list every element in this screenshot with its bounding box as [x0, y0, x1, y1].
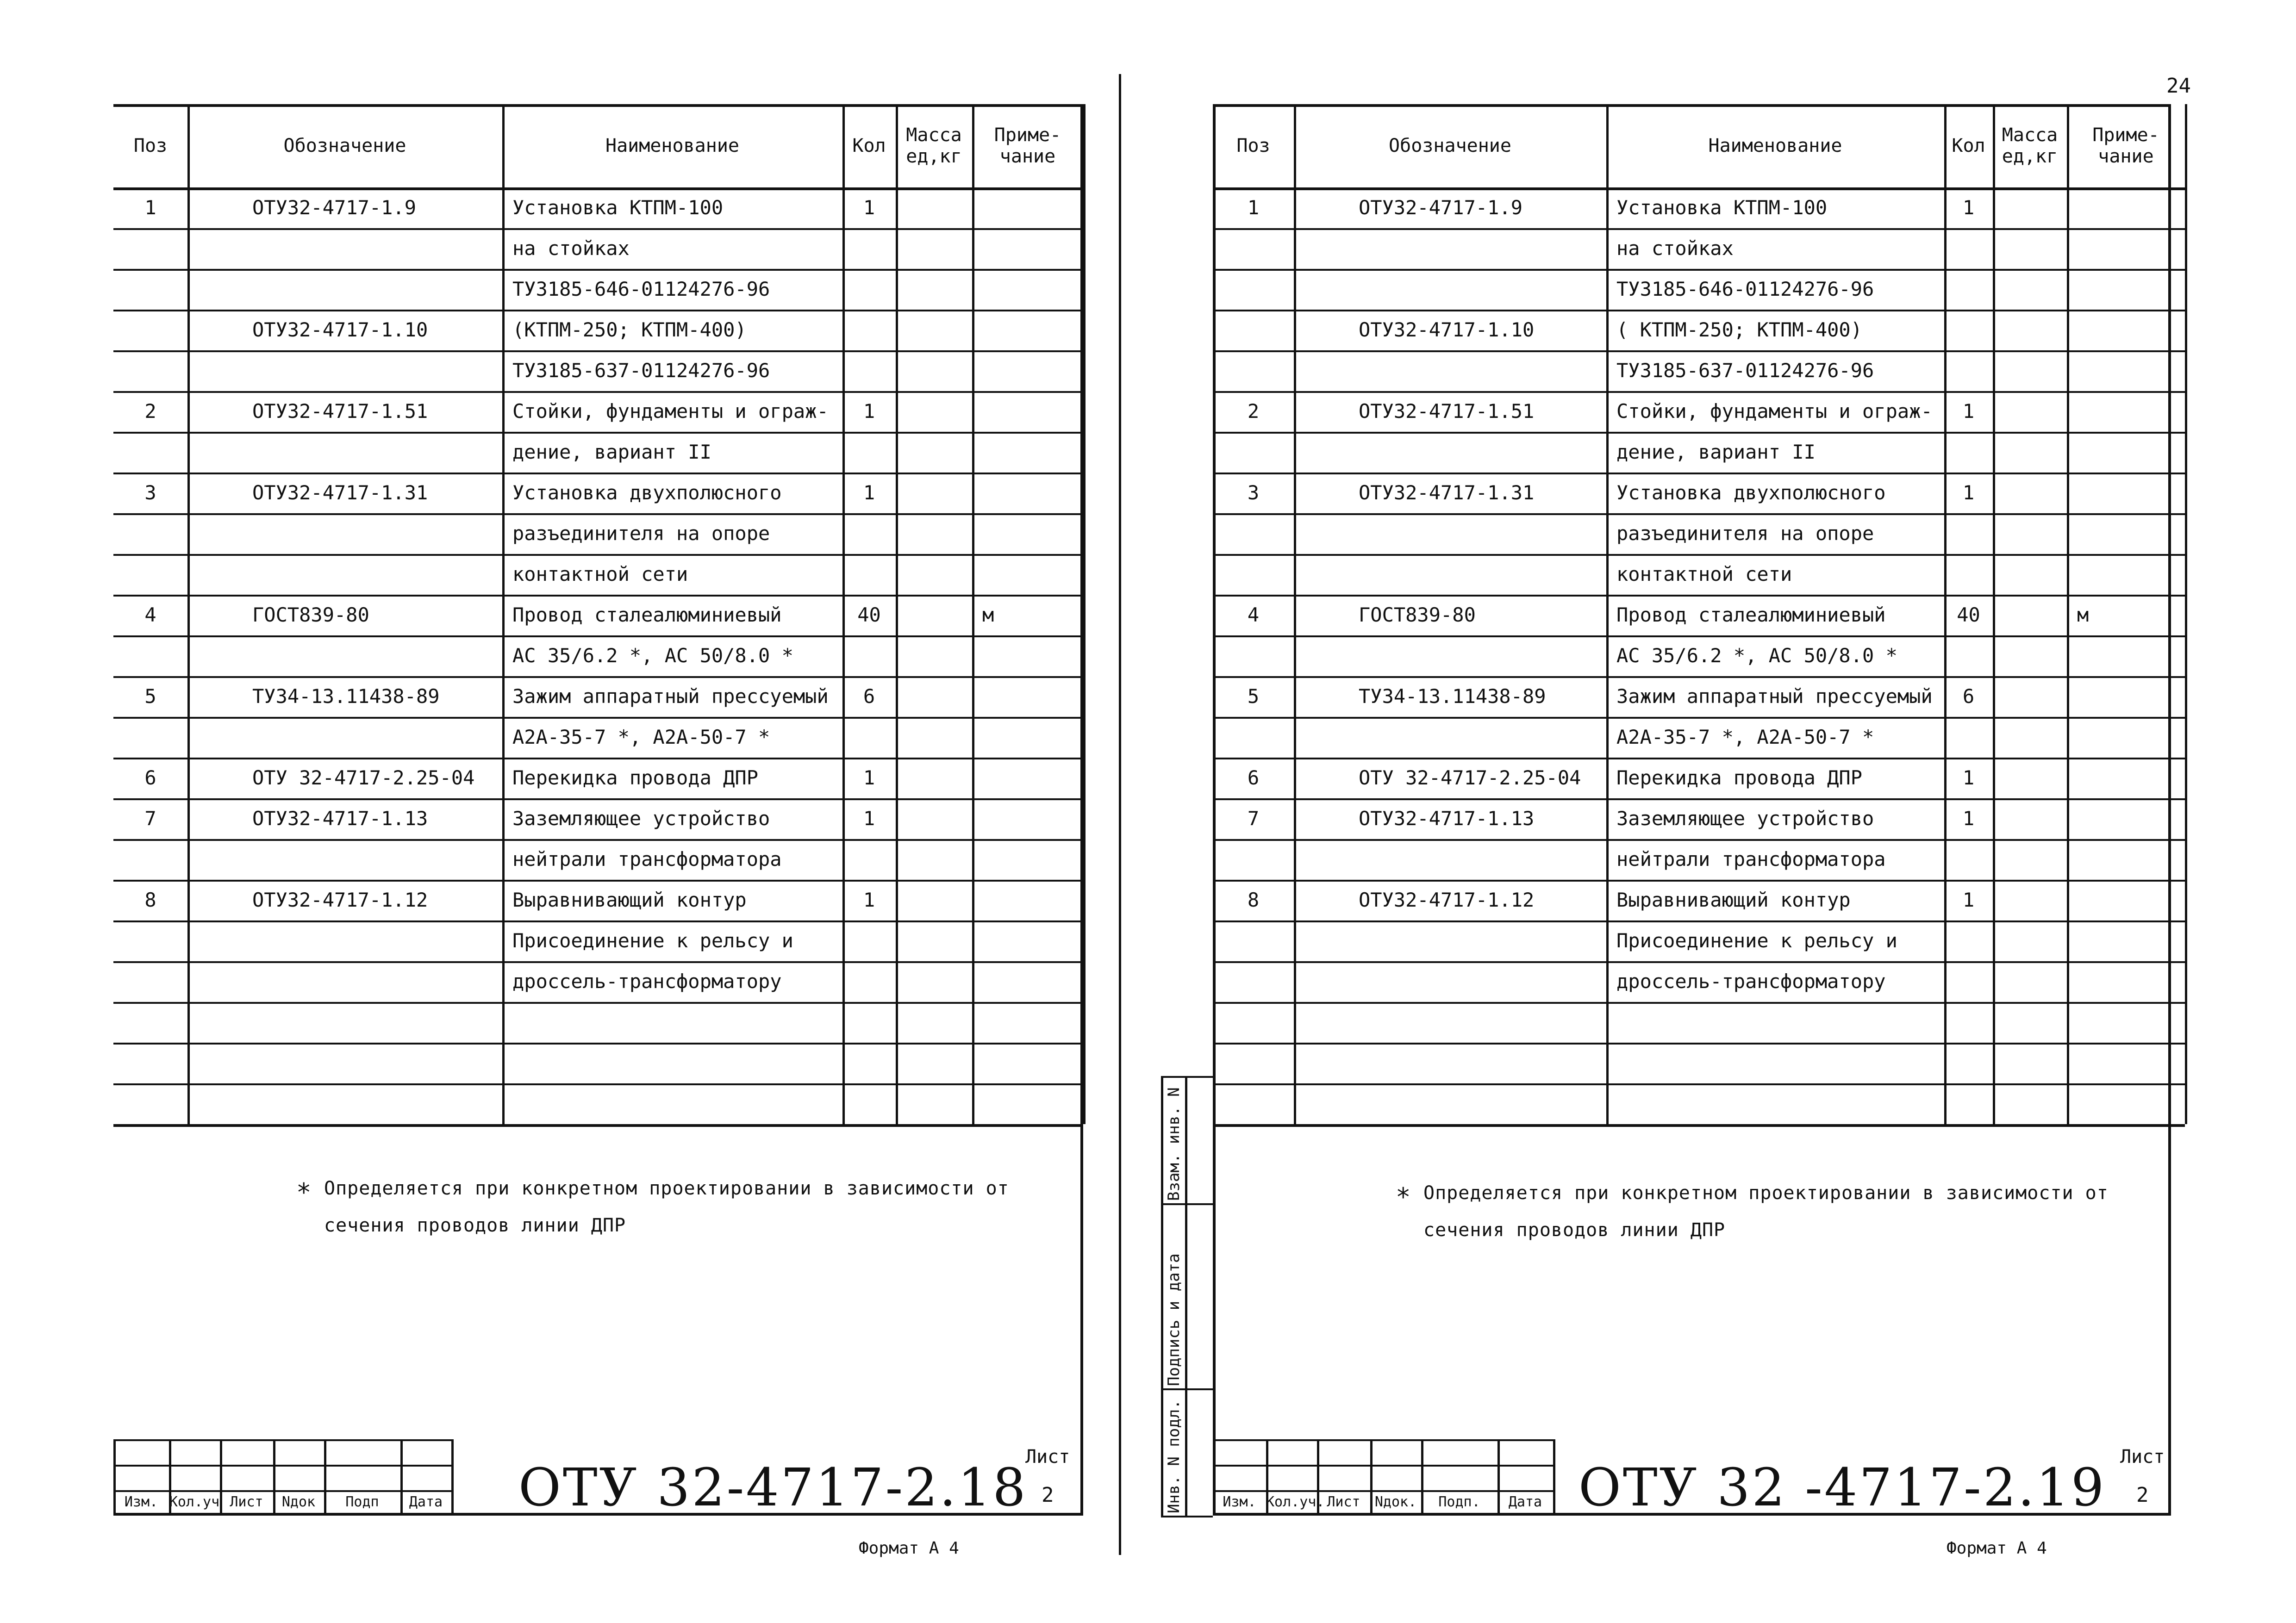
row-note	[2077, 717, 2181, 758]
row-qty	[842, 310, 896, 350]
row-note	[2077, 961, 2181, 1002]
row-rule	[113, 1124, 1083, 1127]
row-name: АС 35/6.2 *, АС 50/8.0 *	[512, 644, 793, 667]
row-name: А2А-35-7 *, А2А-50-7 *	[512, 726, 770, 748]
row-name: Присоединение к рельсу и	[1616, 929, 1897, 952]
row-pos: 5	[144, 685, 156, 708]
row-designation: ОТУ32-4717-1.51	[1359, 400, 1535, 423]
row-qty	[1944, 839, 1993, 880]
row-pos	[113, 635, 187, 676]
row-note	[2077, 473, 2181, 513]
left-footnote-line-2: сечения проводов линии ДПР	[324, 1215, 626, 1236]
row-pos: 4	[1247, 603, 1260, 626]
row-name: Установка двухполюсного	[512, 481, 782, 504]
row-note	[2077, 1083, 2181, 1124]
row-pos	[1213, 1083, 1294, 1124]
row-designation: ОТУ 32-4717-2.25-04	[252, 766, 475, 789]
row-designation: ОТУ32-4717-1.31	[252, 481, 428, 504]
stamp-column-rule	[451, 1439, 454, 1516]
side-stamp-label: Подпись и дата	[1165, 1253, 1183, 1386]
row-qty	[842, 717, 896, 758]
row-note	[2077, 920, 2181, 961]
row-note: м	[2077, 603, 2089, 626]
side-stamp-rule	[1161, 1076, 1163, 1516]
row-name: Провод сталеалюминиевый	[512, 603, 782, 626]
row-name: ТУ3185-637-01124276-96	[1616, 359, 1874, 382]
row-designation: ОТУ32-4717-1.9	[252, 196, 417, 219]
stamp-label: Лист	[230, 1494, 263, 1510]
row-name	[1616, 1083, 1940, 1124]
row-designation	[1359, 513, 1657, 554]
row-pos: 7	[1247, 807, 1260, 830]
row-name: Установка КТПМ-100	[1616, 196, 1828, 219]
row-pos	[113, 920, 187, 961]
row-designation	[252, 350, 553, 391]
row-name: дение, вариант II	[512, 441, 711, 463]
row-pos: 7	[144, 807, 156, 830]
stamp-label: Nдок.	[1374, 1494, 1417, 1510]
row-note	[982, 187, 1079, 228]
row-pos	[1213, 961, 1294, 1002]
row-designation	[1359, 635, 1657, 676]
row-designation	[1359, 554, 1657, 595]
row-qty	[1944, 961, 1993, 1002]
header-designation: Обозначение	[283, 135, 406, 156]
row-pos	[1213, 839, 1294, 880]
stamp-label: Подп	[345, 1494, 379, 1510]
row-qty	[1944, 310, 1993, 350]
row-name: А2А-35-7 *, А2А-50-7 *	[1616, 726, 1874, 748]
row-pos: 5	[1247, 685, 1260, 708]
right-footnote-line-2: сечения проводов линии ДПР	[1423, 1219, 1726, 1241]
row-designation: ОТУ32-4717-1.9	[1359, 196, 1523, 219]
stamp-label: Nдок	[281, 1494, 316, 1510]
row-note	[2077, 1002, 2181, 1043]
header-name: Наименование	[605, 135, 739, 156]
row-name: на стойках	[512, 237, 630, 260]
row-note	[982, 1083, 1079, 1124]
row-designation	[252, 554, 553, 595]
row-qty: 1	[863, 196, 875, 219]
row-designation: ОТУ32-4717-1.31	[1359, 481, 1535, 504]
row-note	[2077, 880, 2181, 920]
row-qty: 1	[863, 766, 875, 789]
row-pos: 6	[1247, 766, 1260, 789]
header-qty: Кол	[1952, 135, 1985, 156]
row-pos	[113, 1083, 187, 1124]
row-name	[512, 1043, 839, 1083]
row-note	[982, 473, 1079, 513]
row-note	[982, 1002, 1079, 1043]
row-pos: 1	[144, 196, 156, 219]
row-name: разъединителя на опоре	[512, 522, 770, 545]
row-note	[2077, 228, 2181, 269]
row-designation	[1359, 228, 1657, 269]
row-note	[2077, 839, 2181, 880]
row-designation	[252, 717, 553, 758]
row-name: Выравнивающий контур	[512, 889, 747, 911]
row-designation: ТУ34-13.11438-89	[1359, 685, 1546, 708]
row-qty: 1	[1962, 400, 1975, 423]
side-stamp-rule	[1161, 1203, 1213, 1205]
row-qty	[842, 350, 896, 391]
row-name: Выравнивающий контур	[1616, 889, 1851, 911]
row-qty	[1944, 1083, 1993, 1124]
row-note	[982, 310, 1079, 350]
row-designation: ОТУ 32-4717-2.25-04	[1359, 766, 1581, 789]
row-note	[982, 432, 1079, 473]
row-designation	[1359, 920, 1657, 961]
row-qty	[1944, 635, 1993, 676]
row-designation	[252, 635, 553, 676]
row-name: Заземляющее устройство	[512, 807, 770, 830]
row-pos	[1213, 920, 1294, 961]
row-designation	[1359, 269, 1657, 310]
row-qty	[1944, 228, 1993, 269]
row-name: ТУ3185-646-01124276-96	[512, 278, 770, 300]
row-pos	[1213, 635, 1294, 676]
row-note	[2077, 310, 2181, 350]
row-pos	[113, 961, 187, 1002]
side-stamp-rule	[1161, 1076, 1213, 1078]
right-document-title: ОТУ 32 -4717-2.19	[1578, 1458, 2106, 1518]
row-pos: 2	[144, 400, 156, 423]
row-designation	[252, 1002, 553, 1043]
header-name: Наименование	[1708, 135, 1842, 156]
row-pos	[1213, 554, 1294, 595]
row-qty: 1	[863, 807, 875, 830]
row-pos: 3	[1247, 481, 1260, 504]
right-footnote-star: *	[1396, 1182, 1411, 1212]
left-sheet-number: 2	[1042, 1483, 1054, 1507]
stamp-label: Изм.	[1223, 1494, 1256, 1510]
row-pos	[113, 717, 187, 758]
left-sheet-label: Лист	[1025, 1446, 1070, 1468]
row-note	[2077, 635, 2181, 676]
row-note	[982, 513, 1079, 554]
row-name	[512, 1002, 839, 1043]
row-note	[982, 676, 1079, 717]
stamp-label: Подп.	[1438, 1494, 1480, 1510]
row-note	[2077, 676, 2181, 717]
row-designation	[252, 269, 553, 310]
row-note	[982, 635, 1079, 676]
row-designation	[1359, 717, 1657, 758]
row-qty: 6	[1962, 685, 1975, 708]
row-name: контактной сети	[1616, 563, 1792, 585]
row-qty	[842, 513, 896, 554]
row-designation	[252, 961, 553, 1002]
row-qty	[1944, 1002, 1993, 1043]
row-pos	[113, 228, 187, 269]
side-stamp-label: Взам. инв. N	[1165, 1087, 1183, 1201]
row-designation: ГОСТ839-80	[1359, 603, 1476, 626]
row-note	[982, 391, 1079, 432]
row-name	[1616, 1002, 1940, 1043]
header-mass: Масса ед,кг	[906, 124, 962, 167]
row-name: контактной сети	[512, 563, 688, 585]
row-note	[2077, 1043, 2181, 1083]
row-qty: 1	[1962, 807, 1975, 830]
row-designation	[252, 513, 553, 554]
right-sheet-number: 2	[2136, 1483, 2149, 1507]
row-designation	[1359, 1043, 1657, 1083]
row-qty	[842, 839, 896, 880]
row-pos	[113, 513, 187, 554]
row-pos	[1213, 310, 1294, 350]
row-note	[2077, 513, 2181, 554]
left-footnote-line-1: Определяется при конкретном проектировании в зависимости от	[324, 1178, 1009, 1199]
row-note	[2077, 758, 2181, 798]
side-stamp-rule	[1161, 1388, 1213, 1390]
row-name: дение, вариант II	[1616, 441, 1816, 463]
row-note	[2077, 391, 2181, 432]
row-pos	[113, 839, 187, 880]
table-column-rule	[1083, 104, 1086, 1124]
header-mass: Масса ед,кг	[2002, 124, 2058, 167]
row-designation: ОТУ32-4717-1.13	[1359, 807, 1535, 830]
row-qty	[842, 961, 896, 1002]
row-qty	[1944, 350, 1993, 391]
row-rule	[1213, 1124, 2185, 1127]
row-pos: 6	[144, 766, 156, 789]
row-note	[982, 269, 1079, 310]
row-note	[982, 1043, 1079, 1083]
row-designation: ОТУ32-4717-1.51	[252, 400, 428, 423]
row-name: на стойках	[1616, 237, 1734, 260]
row-qty	[1944, 269, 1993, 310]
row-pos: 2	[1247, 400, 1260, 423]
row-note	[982, 920, 1079, 961]
row-designation	[1359, 1083, 1657, 1124]
left-format-label: Формат А 4	[859, 1539, 959, 1558]
row-qty	[842, 432, 896, 473]
header-pos: Поз	[133, 135, 168, 156]
row-pos	[1213, 717, 1294, 758]
row-note	[982, 961, 1079, 1002]
row-designation	[252, 1043, 553, 1083]
row-name: Присоединение к рельсу и	[512, 929, 793, 952]
row-name: дроссель-трансформатору	[1616, 970, 1886, 993]
row-note	[2077, 432, 2181, 473]
row-designation	[252, 228, 553, 269]
row-designation	[1359, 839, 1657, 880]
row-designation: ОТУ32-4717-1.13	[252, 807, 428, 830]
stamp-row-rule	[1213, 1439, 1553, 1441]
stamp-label: Дата	[1508, 1494, 1542, 1510]
header-note: Приме- чание	[2092, 124, 2159, 167]
side-stamp-label: Инв. N подл.	[1165, 1399, 1183, 1513]
row-name: Установка КТПМ-100	[512, 196, 724, 219]
row-pos: 8	[144, 889, 156, 911]
row-note	[2077, 187, 2181, 228]
row-designation: ГОСТ839-80	[252, 603, 369, 626]
row-name: Зажим аппаратный прессуемый	[1616, 685, 1933, 708]
row-note	[982, 758, 1079, 798]
row-pos	[113, 554, 187, 595]
row-name: Зажим аппаратный прессуемый	[512, 685, 829, 708]
row-name: Провод сталеалюминиевый	[1616, 603, 1886, 626]
row-note	[2077, 554, 2181, 595]
header-qty: Кол	[852, 135, 886, 156]
row-designation: ОТУ32-4717-1.12	[252, 889, 428, 911]
table-column-rule	[2185, 104, 2187, 1124]
row-note	[982, 839, 1079, 880]
row-qty	[1944, 1043, 1993, 1083]
right-sheet	[1148, 0, 2296, 1623]
row-pos	[113, 1043, 187, 1083]
row-qty: 1	[1962, 481, 1975, 504]
row-qty: 40	[1957, 603, 1980, 626]
row-pos	[1213, 432, 1294, 473]
header-pos: Поз	[1236, 135, 1270, 156]
left-footnote-star: *	[296, 1178, 312, 1207]
row-name: (КТПМ-250; КТПМ-400)	[512, 318, 747, 341]
row-designation: ОТУ32-4717-1.10	[252, 318, 428, 341]
row-note	[2077, 350, 2181, 391]
row-designation	[1359, 961, 1657, 1002]
stamp-label: Кол.уч	[169, 1494, 220, 1510]
row-qty: 40	[857, 603, 881, 626]
stamp-label: Кол.уч.	[1266, 1494, 1325, 1510]
row-note	[982, 717, 1079, 758]
row-pos	[113, 350, 187, 391]
right-format-label: Формат А 4	[1947, 1539, 2047, 1558]
row-qty: 1	[1962, 766, 1975, 789]
stamp-label: Лист	[1327, 1494, 1360, 1510]
row-qty	[1944, 432, 1993, 473]
row-qty	[842, 920, 896, 961]
header-note: Приме- чание	[994, 124, 1061, 167]
row-designation: ОТУ32-4717-1.12	[1359, 889, 1535, 911]
row-designation	[252, 432, 553, 473]
row-pos	[113, 432, 187, 473]
row-name	[1616, 1043, 1940, 1083]
row-name: Заземляющее устройство	[1616, 807, 1874, 830]
row-name: Перекидка провода ДПР	[512, 766, 759, 789]
row-designation	[252, 1083, 553, 1124]
row-pos: 3	[144, 481, 156, 504]
row-name: ТУ3185-646-01124276-96	[1616, 278, 1874, 300]
side-stamp-rule	[1185, 1076, 1187, 1516]
header-designation: Обозначение	[1389, 135, 1511, 156]
row-note: м	[982, 603, 994, 626]
row-qty	[842, 554, 896, 595]
row-name: нейтрали трансформатора	[1616, 848, 1886, 871]
row-designation: ОТУ32-4717-1.10	[1359, 318, 1535, 341]
row-note	[982, 350, 1079, 391]
row-pos: 8	[1247, 889, 1260, 911]
row-name: Стойки, фундаменты и ограж-	[1616, 400, 1933, 423]
side-stamp-rule	[1161, 1516, 1213, 1517]
row-designation	[252, 920, 553, 961]
row-pos	[1213, 513, 1294, 554]
row-qty: 1	[863, 400, 875, 423]
page-number: 24	[2166, 74, 2191, 98]
row-name: Перекидка провода ДПР	[1616, 766, 1863, 789]
row-note	[982, 228, 1079, 269]
row-name	[512, 1083, 839, 1124]
row-pos	[113, 269, 187, 310]
stamp-column-rule	[1553, 1439, 1555, 1516]
row-name: Установка двухполюсного	[1616, 481, 1886, 504]
row-pos	[1213, 1043, 1294, 1083]
row-qty: 1	[863, 481, 875, 504]
row-qty	[842, 1002, 896, 1043]
row-designation: ТУ34-13.11438-89	[252, 685, 440, 708]
row-name: АС 35/6.2 *, АС 50/8.0 *	[1616, 644, 1897, 667]
row-designation	[252, 839, 553, 880]
row-qty	[1944, 920, 1993, 961]
row-designation	[1359, 1002, 1657, 1043]
row-pos	[1213, 350, 1294, 391]
row-pos	[1213, 269, 1294, 310]
row-name: ( КТПМ-250; КТПМ-400)	[1616, 318, 1863, 341]
row-designation	[1359, 350, 1657, 391]
row-qty	[1944, 513, 1993, 554]
row-qty	[1944, 717, 1993, 758]
row-name: разъединителя на опоре	[1616, 522, 1874, 545]
row-qty: 1	[1962, 196, 1975, 219]
stamp-row-rule	[1213, 1465, 1553, 1467]
stamp-label: Изм.	[124, 1494, 158, 1510]
row-pos	[1213, 228, 1294, 269]
row-note	[982, 880, 1079, 920]
row-pos	[113, 1002, 187, 1043]
right-footnote-line-1: Определяется при конкретном проектировании в зависимости от	[1423, 1182, 2109, 1204]
row-qty	[842, 1083, 896, 1124]
row-pos	[113, 310, 187, 350]
stamp-row-rule	[1213, 1490, 1553, 1492]
row-name: дроссель-трансформатору	[512, 970, 782, 993]
row-note	[2077, 798, 2181, 839]
row-qty	[842, 228, 896, 269]
sheet-divider	[1119, 74, 1121, 1555]
row-qty	[842, 269, 896, 310]
row-qty	[1944, 554, 1993, 595]
row-name: Стойки, фундаменты и ограж-	[512, 400, 829, 423]
row-pos	[1213, 1002, 1294, 1043]
left-document-title: ОТУ 32-4717-2.18	[518, 1458, 1028, 1518]
row-qty	[842, 1043, 896, 1083]
right-sheet-label: Лист	[2120, 1446, 2165, 1468]
row-name: ТУ3185-637-01124276-96	[512, 359, 770, 382]
row-pos: 1	[1247, 196, 1260, 219]
row-note	[982, 554, 1079, 595]
row-pos: 4	[144, 603, 156, 626]
row-qty: 1	[1962, 889, 1975, 911]
row-note	[2077, 269, 2181, 310]
row-designation	[1359, 432, 1657, 473]
row-name: нейтрали трансформатора	[512, 848, 782, 871]
stamp-label: Дата	[409, 1494, 443, 1510]
row-qty: 6	[863, 685, 875, 708]
row-note	[982, 798, 1079, 839]
row-qty: 1	[863, 889, 875, 911]
row-qty	[842, 635, 896, 676]
